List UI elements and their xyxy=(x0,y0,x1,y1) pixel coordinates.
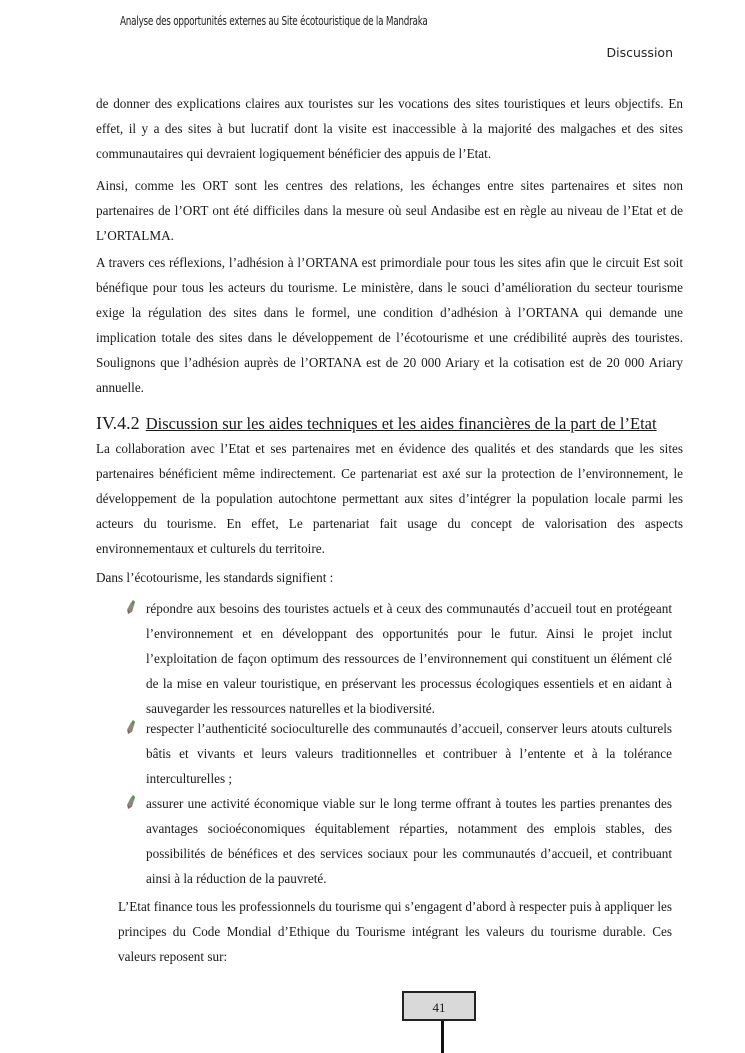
page-number-stem xyxy=(441,1021,444,1053)
bullet-item: répondre aux besoins des touristes actuels et à ceux des communautés d’accueil tout en protégeant l’environnement et en développant des opportunités pour le futur. Ainsi le projet inclut l’exploitation de façon optimum des ressources de l’environnement qui constituent un élément clé de la mise en valeur touristique, en préservant les processus écologiques essentiels et en aidant à sauvegarder les ressources naturelles et la biodiversité. xyxy=(146,601,672,716)
section-label: Discussion xyxy=(606,45,673,60)
running-header: Analyse des opportunités externes au Site écotouristique de la Mandraka xyxy=(120,14,428,28)
paragraph: Dans l’écotourisme, les standards signifient : xyxy=(96,570,334,585)
paragraph: Ainsi, comme les ORT sont les centres des relations, les échanges entre sites partenaires et sites non partenaires de l’ORT ont été difficiles dans la mesure où seul Andasibe est en règle au niveau de l’Etat et de L’ORTALMA. xyxy=(96,178,683,243)
page-number-box: 41 xyxy=(402,991,476,1021)
paragraph: de donner des explications claires aux touristes sur les vocations des sites touristiques et leurs objectifs. En effet, il y a des sites à but lucratif dont la visite est inaccessible à la majorité des malgaches et des sites communautaires qui devraient logiquement bénéficier des appuis de l’Etat. xyxy=(96,96,683,161)
heading-number: IV.4.2 xyxy=(96,413,140,433)
bullet-item: assurer une activité économique viable sur le long terme offrant à toutes les parties prenantes des avantages socioéconomiques équitablement réparties, notamment des emplois stables, des possibilités de bénéfices et des services sociaux pour les communautés d’accueil, et contribuant ainsi à la réduction de la pauvreté. xyxy=(146,796,672,886)
madagascar-bullet-icon xyxy=(126,600,136,614)
heading-title: Discussion sur les aides techniques et les aides financières de la part de l’Etat xyxy=(145,414,657,433)
bullet-item: respecter l’authenticité socioculturelle des communautés d’accueil, conserver leurs atouts culturels bâtis et vivants et leurs valeurs traditionnelles et contribuer à l’entente et à la tolérance interculturelles ; xyxy=(146,721,672,786)
paragraph: L’Etat finance tous les professionnels du tourisme qui s’engagent d’abord à respecter puis à appliquer les principes du Code Mondial d’Ethique du Tourisme intégrant les valeurs du tourisme durable. Ces valeurs reposent sur: xyxy=(118,899,672,964)
madagascar-bullet-icon xyxy=(126,795,136,809)
paragraph: La collaboration avec l’Etat et ses partenaires met en évidence des qualités et des standards que les sites partenaires bénéficient même indirectement. Ce partenariat est axé sur la protection de l’environnement, le développement de la population autochtone permettant aux sites d’intégrer la population locale parmi les acteurs du tourisme. En effet, Le partenariat fait usage du concept de valorisation des aspects environnementaux et culturels du territoire. xyxy=(96,441,683,556)
paragraph: A travers ces réflexions, l’adhésion à l’ORTANA est primordiale pour tous les sites afin que le circuit Est soit bénéfique pour tous les acteurs du tourisme. Le ministère, dans le souci d’amélioration du secteur tourisme exige la régulation des sites dans le formel, une condition d’adhésion à l’ORTANA qui demande une implication totale des sites dans le développement de l’écotourisme et une crédibilité auprès des touristes. Soulignons que l’adhésion auprès de l’ORTANA est de 20 000 Ariary et la cotisation est de 20 000 Ariary annuelle. xyxy=(96,255,683,395)
section-heading xyxy=(96,413,657,434)
madagascar-bullet-icon xyxy=(126,720,136,734)
